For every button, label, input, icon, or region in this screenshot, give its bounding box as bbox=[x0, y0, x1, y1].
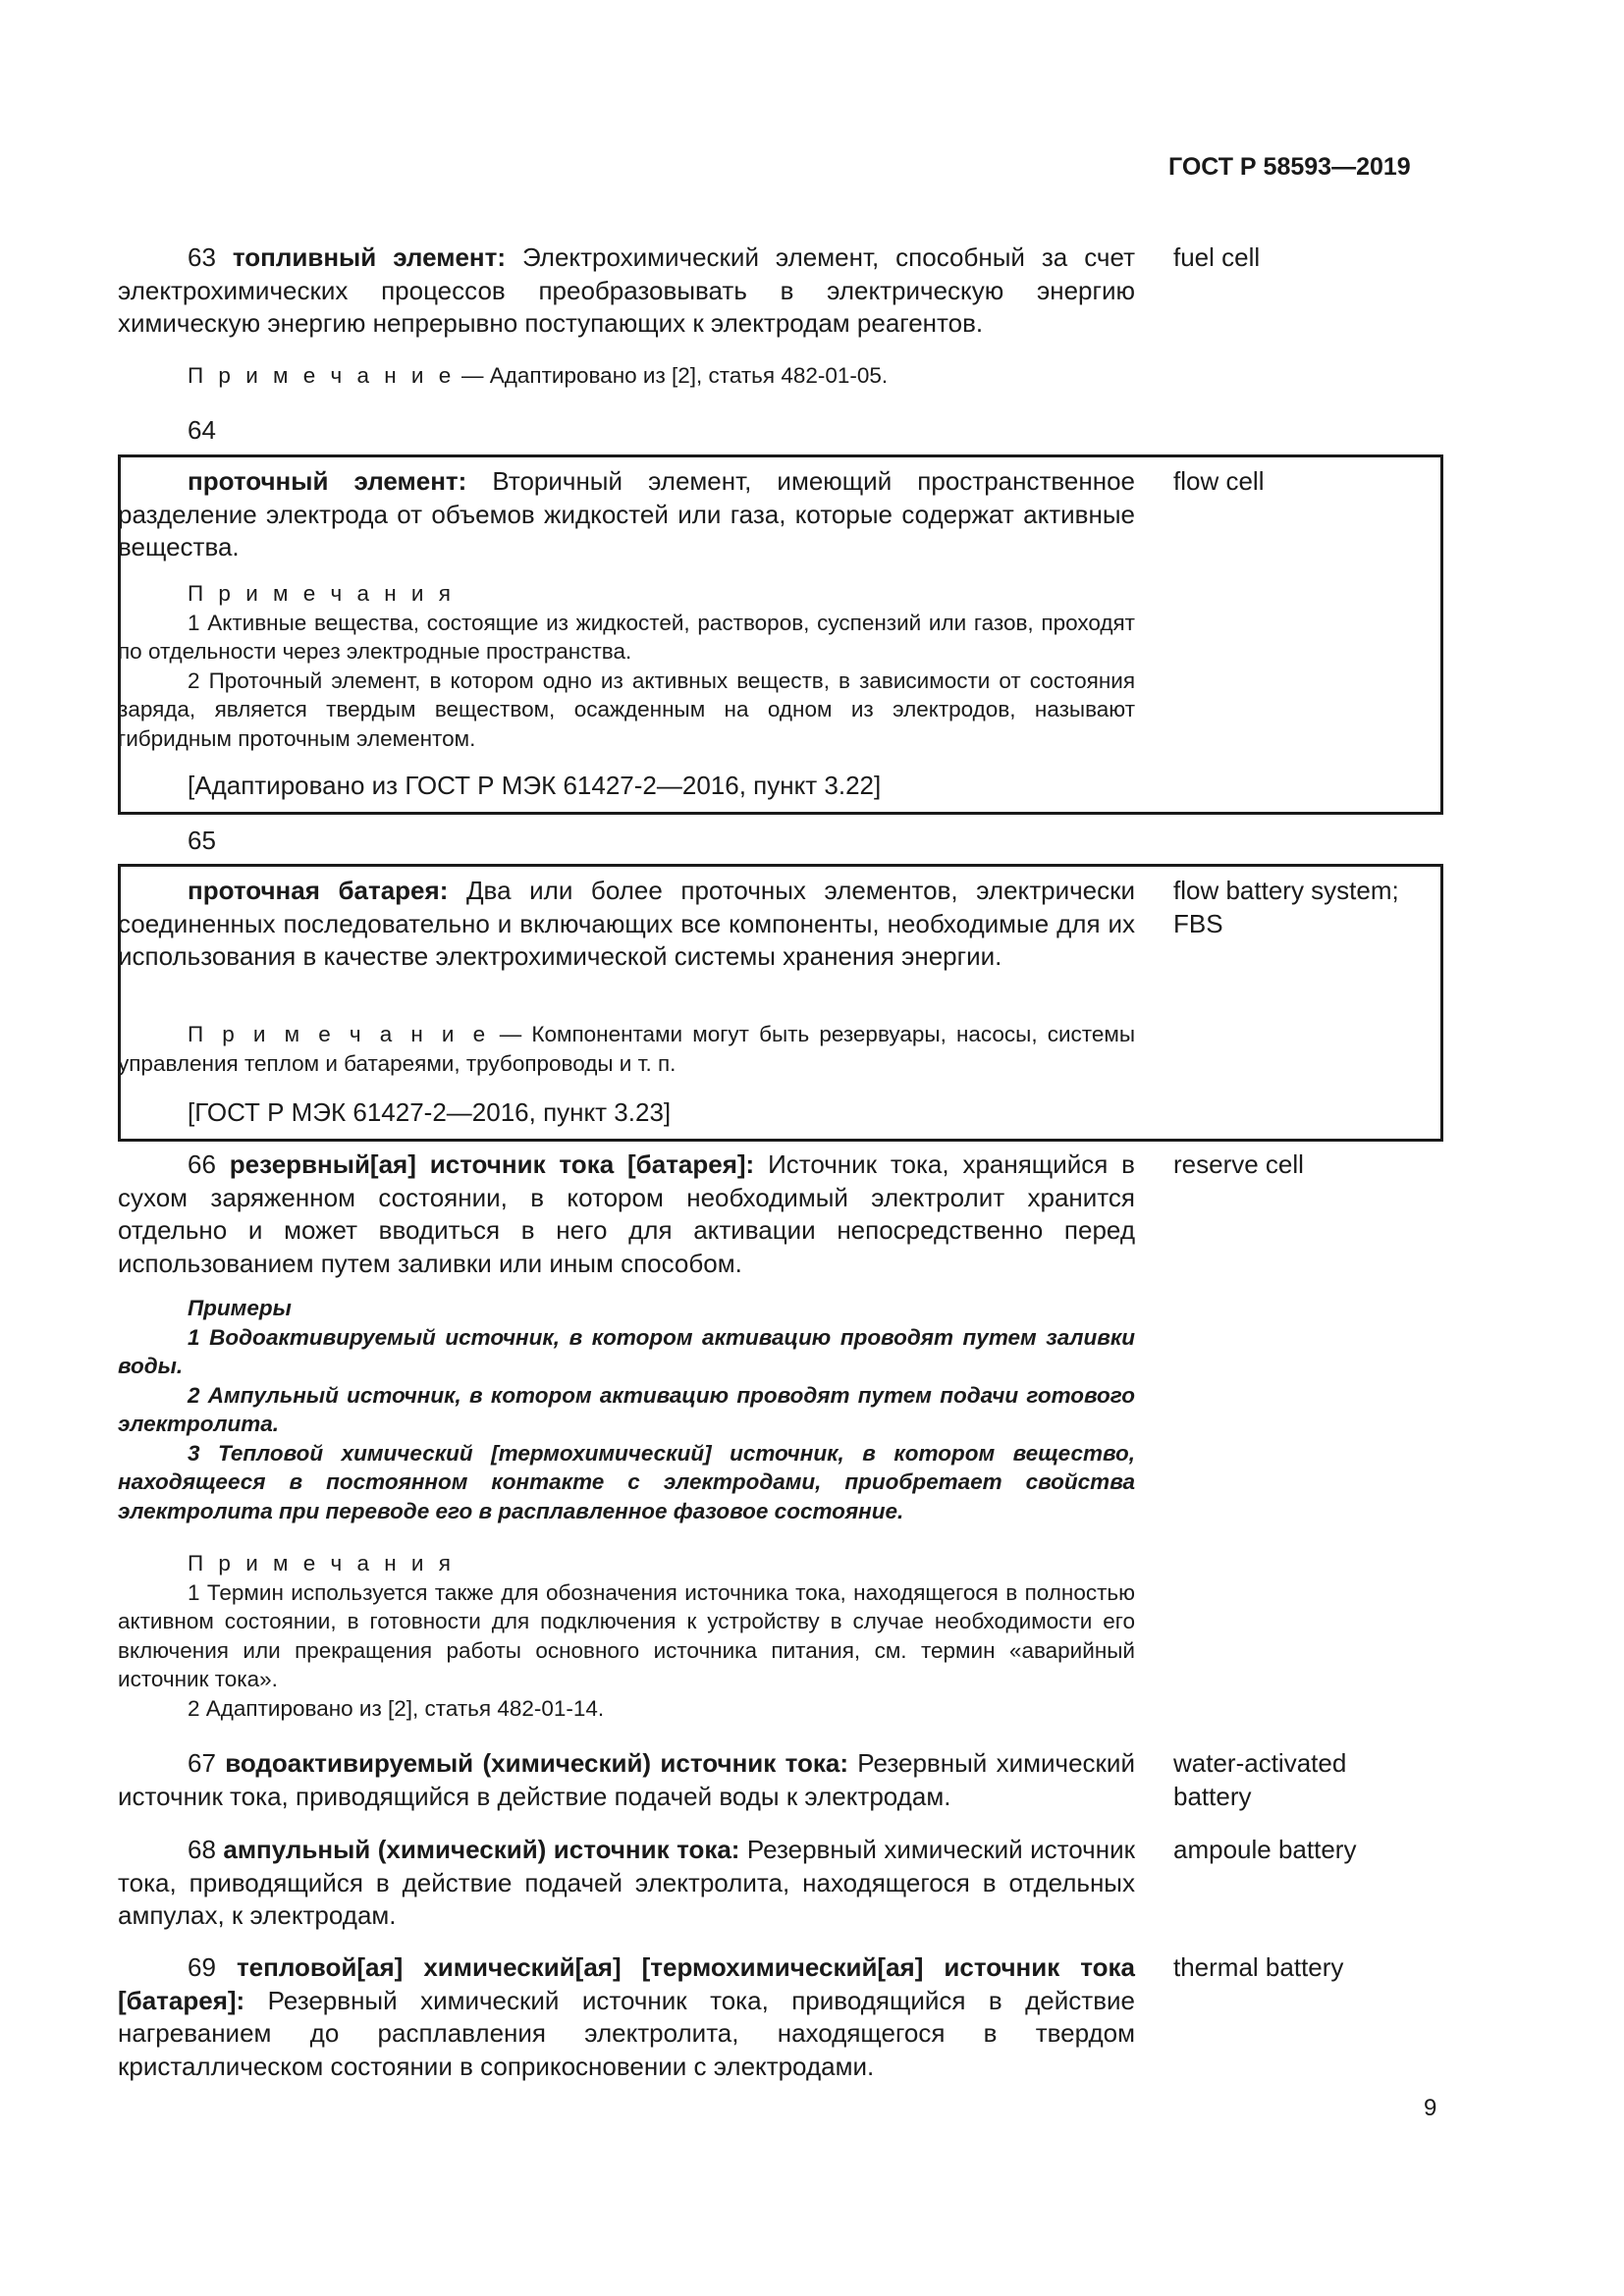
examples-label: Примеры bbox=[188, 1296, 292, 1320]
term-66-english: reserve cell bbox=[1173, 1149, 1304, 1179]
term-68 bbox=[118, 1834, 1135, 1933]
term-64 bbox=[118, 465, 1135, 564]
note-text: — Адаптировано из [2], статья 482-01-05. bbox=[455, 363, 889, 388]
note-text: — Компонентами могут быть резервуары, насосы, системы управления теплом и батареями, трубопроводы и т. п. bbox=[118, 1022, 1135, 1076]
term-name: тепловой[ая] химический[ая] [термохимический[ая] источник тока [батарея]: bbox=[118, 1952, 1135, 2015]
term-65-number: 65 bbox=[188, 826, 216, 855]
example-3: 3 Тепловой химический [термохимический] источник, в котором вещество, находящееся в постоянном контакте с электродами, приобретает свойства электролита при переводе его в расплавленное фазовое состояние. bbox=[118, 1440, 1135, 1523]
term-number: 63 bbox=[188, 242, 216, 272]
term-definition: Резервный химический источник тока, приводящийся в действие подачей воды к электродам. bbox=[118, 1748, 1135, 1811]
term-definition: Источник тока, хранящийся в сухом заряженном состоянии, в котором необходимый электролит хранится отдельно и может вводиться в него для активации непосредственно перед использованием путем заливки или иным способом. bbox=[118, 1149, 1135, 1278]
note-label: П р и м е ч а н и е bbox=[188, 363, 456, 388]
term-number: 68 bbox=[188, 1835, 216, 1864]
term-definition: Резервный химический источник тока, приводящийся в действие подачей электролита, находящегося в отдельных ампулах, к электродам. bbox=[118, 1835, 1135, 1930]
term-67 bbox=[118, 1747, 1135, 1813]
note-2: 2 Адаптировано из [2], статья 482-01-14. bbox=[188, 1695, 605, 1721]
term-69-english: thermal battery bbox=[1173, 1952, 1344, 1982]
term-67-english bbox=[1173, 1747, 1448, 1813]
term-name: проточная батарея: bbox=[188, 876, 449, 905]
note-label: П р и м е ч а н и е bbox=[188, 1022, 490, 1046]
term-63-note bbox=[118, 361, 1135, 391]
term-65-english bbox=[1173, 875, 1448, 940]
english-line-2: battery bbox=[1173, 1781, 1252, 1811]
term-66-examples bbox=[118, 1294, 1135, 1525]
page-number: 9 bbox=[1424, 2095, 1437, 2121]
term-63-english: fuel cell bbox=[1173, 242, 1261, 272]
term-number: 66 bbox=[188, 1149, 216, 1179]
term-68-english: ampoule battery bbox=[1173, 1835, 1357, 1864]
term-65 bbox=[118, 875, 1135, 974]
example-1: 1 Водоактивируемый источник, в котором активацию проводят путем заливки воды. bbox=[118, 1324, 1135, 1378]
term-69 bbox=[118, 1951, 1135, 2083]
term-number: 67 bbox=[188, 1748, 216, 1778]
note-1: 1 Термин используется также для обозначения источника тока, находящегося в полностью активном состоянии, в готовности для подключения к устройству в случае необходимости его включения или прекращения работы основного источника питания, см. термин «аварийный источник тока». bbox=[118, 1579, 1135, 1691]
term-name: резервный[ая] источник тока [батарея]: bbox=[229, 1149, 755, 1179]
term-64-english: flow cell bbox=[1173, 466, 1265, 496]
term-64-source: [Адаптировано из ГОСТ Р МЭК 61427-2—2016, пункт 3.22] bbox=[188, 771, 882, 800]
term-name: проточный элемент: bbox=[188, 466, 467, 496]
term-definition: Два или более проточных элементов, электрически соединенных последовательно и включающих все компоненты, необходимые для их использования в качестве электрохимической системы хранения энергии. bbox=[118, 876, 1136, 971]
term-name: водоактивируемый (химический) источник тока: bbox=[225, 1748, 848, 1778]
english-line-1: flow battery system; bbox=[1173, 876, 1399, 905]
notes-label: П р и м е ч а н и я bbox=[188, 581, 456, 606]
notes-label: П р и м е ч а н и я bbox=[188, 1551, 456, 1575]
term-63 bbox=[118, 241, 1135, 341]
term-definition: Резервный химический источник тока, приводящийся в действие нагреванием до расплавления электролита, находящегося в твердом кристаллическом состоянии в соприкосновении с электродами. bbox=[118, 1985, 1135, 2081]
document-id: ГОСТ Р 58593—2019 bbox=[1168, 153, 1411, 181]
term-64-number: 64 bbox=[188, 415, 216, 445]
term-name: топливный элемент: bbox=[232, 242, 506, 272]
term-name: ампульный (химический) источник тока: bbox=[223, 1835, 740, 1864]
example-2: 2 Ампульный источник, в котором активацию проводят путем подачи готового электролита. bbox=[118, 1382, 1135, 1436]
term-65-note bbox=[118, 1020, 1135, 1078]
term-66-notes bbox=[118, 1549, 1135, 1723]
english-line-2: FBS bbox=[1173, 908, 1223, 938]
term-definition: Вторичный элемент, имеющий пространственное разделение электрода от объемов жидкостей или газа, которые содержат активные вещества. bbox=[118, 466, 1135, 561]
term-number: 69 bbox=[188, 1952, 216, 1982]
note-2: 2 Проточный элемент, в котором одно из активных веществ, в зависимости от состояния заряда, является твердым веществом, осажденным на одном из электродов, называют гибридным проточным элементом. bbox=[118, 667, 1135, 751]
term-definition: Электрохимический элемент, способный за счет электрохимических процессов преобразовывать в электрическую энергию химическую энергию непрерывно поступающих к электродам реагентов. bbox=[118, 242, 1135, 338]
note-1: 1 Активные вещества, состоящие из жидкостей, растворов, суспензий или газов, проходят по отдельности через электродные пространства. bbox=[118, 610, 1135, 664]
term-65-source: [ГОСТ Р МЭК 61427-2—2016, пункт 3.23] bbox=[188, 1097, 672, 1127]
term-66 bbox=[118, 1148, 1135, 1280]
english-line-1: water-activated bbox=[1173, 1748, 1347, 1778]
term-64-notes bbox=[118, 579, 1135, 753]
